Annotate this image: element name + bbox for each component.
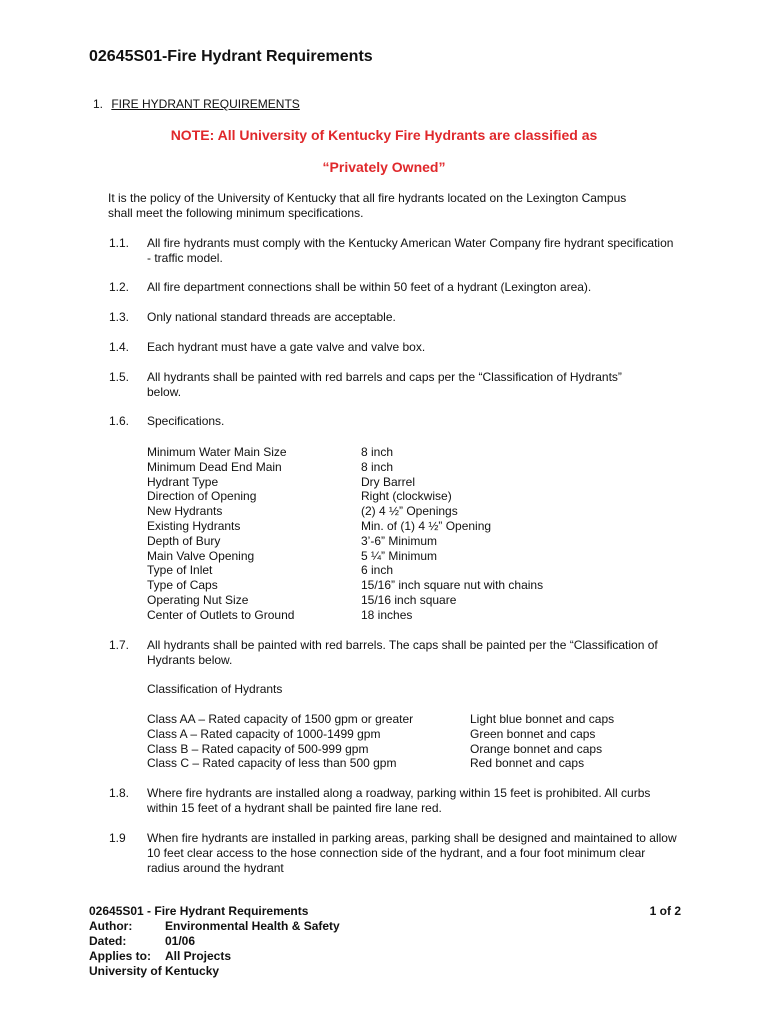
item-number: 1.1. — [109, 236, 130, 250]
item-number: 1.7. — [109, 638, 130, 652]
classification-heading: Classification of Hydrants — [147, 682, 283, 696]
item-number: 1.3. — [109, 310, 130, 324]
page-footer — [89, 904, 681, 979]
footer-row — [89, 964, 681, 979]
footer-row — [89, 919, 681, 934]
author-value: Environmental Health & Safety — [165, 919, 340, 933]
spec-value: Dry Barrel — [361, 474, 416, 489]
section-number: 1. — [93, 97, 104, 111]
class-color: Green bonnet and caps — [470, 726, 596, 741]
item-text: Each hydrant must have a gate valve and valve box. — [147, 340, 426, 354]
footer-row — [89, 904, 681, 919]
applies-label: Applies to: — [89, 949, 151, 963]
spec-value: 15/16” inch square nut with chains — [361, 578, 544, 593]
footer-row — [89, 949, 681, 964]
spec-value: 8 inch — [361, 459, 394, 474]
item-text: All fire department connections shall be within 50 feet of a hydrant (Lexington area). — [147, 280, 592, 294]
class-color: Red bonnet and caps — [470, 756, 585, 771]
spec-label: Operating Nut Size — [147, 592, 249, 607]
item-number: 1.9 — [109, 831, 126, 845]
dated-label: Dated: — [89, 934, 127, 948]
class-label: Class B – Rated capacity of 500-999 gpm — [147, 741, 369, 756]
item-text: Where fire hydrants are installed along a roadway, parking within 15 feet is prohibited. All curbs within 15 feet of a hydrant shall be painted fire lane red. — [147, 786, 651, 815]
spec-label: Main Valve Opening — [147, 548, 255, 563]
item-text: Only national standard threads are acceptable. — [147, 310, 396, 324]
page-number: 1 of 2 — [649, 904, 681, 918]
note-line-1: NOTE: All University of Kentucky Fire Hydrants are classified as — [170, 127, 598, 143]
spec-value: 3’-6” Minimum — [361, 533, 438, 548]
class-color: Light blue bonnet and caps — [470, 712, 615, 726]
spec-label: Depth of Bury — [147, 533, 221, 548]
item-number: 1.4. — [109, 340, 130, 354]
class-label: Class A – Rated capacity of 1000-1499 gpm — [147, 726, 381, 741]
page-title: 02645S01-Fire Hydrant Requirements — [89, 48, 373, 65]
note-line-2: “Privately Owned” — [322, 159, 446, 175]
spec-value: (2) 4 ½” Openings — [361, 504, 458, 519]
spec-value: 5 ¼” Minimum — [361, 548, 438, 563]
spec-label: New Hydrants — [147, 504, 223, 519]
footer-doc-ref: 02645S01 - Fire Hydrant Requirements — [89, 904, 309, 918]
spec-value: 6 inch — [361, 563, 394, 578]
class-color: Orange bonnet and caps — [470, 741, 603, 756]
item-text: Specifications. — [147, 414, 225, 428]
spec-label: Hydrant Type — [147, 474, 219, 489]
item-number: 1.6. — [109, 414, 130, 428]
dated-value: 01/06 — [165, 934, 196, 948]
item-number: 1.5. — [109, 370, 130, 384]
spec-label: Minimum Dead End Main — [147, 459, 282, 474]
item-text: When fire hydrants are installed in parking areas, parking shall be designed and maintained to allow 10 feet clear access to the hose connection side of the hydrant, and a four foot minimum clear radius around the hydrant — [147, 831, 677, 875]
spec-label: Minimum Water Main Size — [147, 445, 287, 459]
spec-value: Right (clockwise) — [361, 489, 452, 504]
section-title: FIRE HYDRANT REQUIREMENTS — [111, 97, 300, 111]
intro-paragraph: It is the policy of the University of Kentucky that all fire hydrants located on the Lexington Campus shall meet the following minimum specifications. — [108, 191, 627, 220]
spec-value: 15/16 inch square — [361, 592, 457, 607]
spec-value: Min. of (1) 4 ½” Opening — [361, 518, 492, 533]
item-number: 1.2. — [109, 280, 130, 294]
footer-organization: University of Kentucky — [89, 964, 220, 978]
author-label: Author: — [89, 919, 133, 933]
item-number: 1.8. — [109, 786, 130, 800]
spec-label: Type of Caps — [147, 578, 218, 593]
class-label: Class C – Rated capacity of less than 500 gpm — [147, 756, 397, 771]
spec-value: 8 inch — [361, 445, 394, 459]
spec-label: Type of Inlet — [147, 563, 213, 578]
spec-value: 18 inches — [361, 607, 413, 622]
spec-label: Existing Hydrants — [147, 518, 241, 533]
spec-label: Center of Outlets to Ground — [147, 607, 295, 622]
class-label: Class AA – Rated capacity of 1500 gpm or greater — [147, 712, 414, 726]
item-text: All hydrants shall be painted with red barrels. The caps shall be painted per the “Classification of Hydrants below. — [147, 638, 658, 667]
item-text: All hydrants shall be painted with red barrels and caps per the “Classification of Hydrants” below. — [147, 370, 622, 399]
spec-label: Direction of Opening — [147, 489, 257, 504]
applies-value: All Projects — [165, 949, 232, 963]
footer-row — [89, 934, 681, 949]
section-heading — [93, 97, 300, 111]
item-text: All fire hydrants must comply with the Kentucky American Water Company fire hydrant specification - traffic model. — [147, 236, 674, 265]
